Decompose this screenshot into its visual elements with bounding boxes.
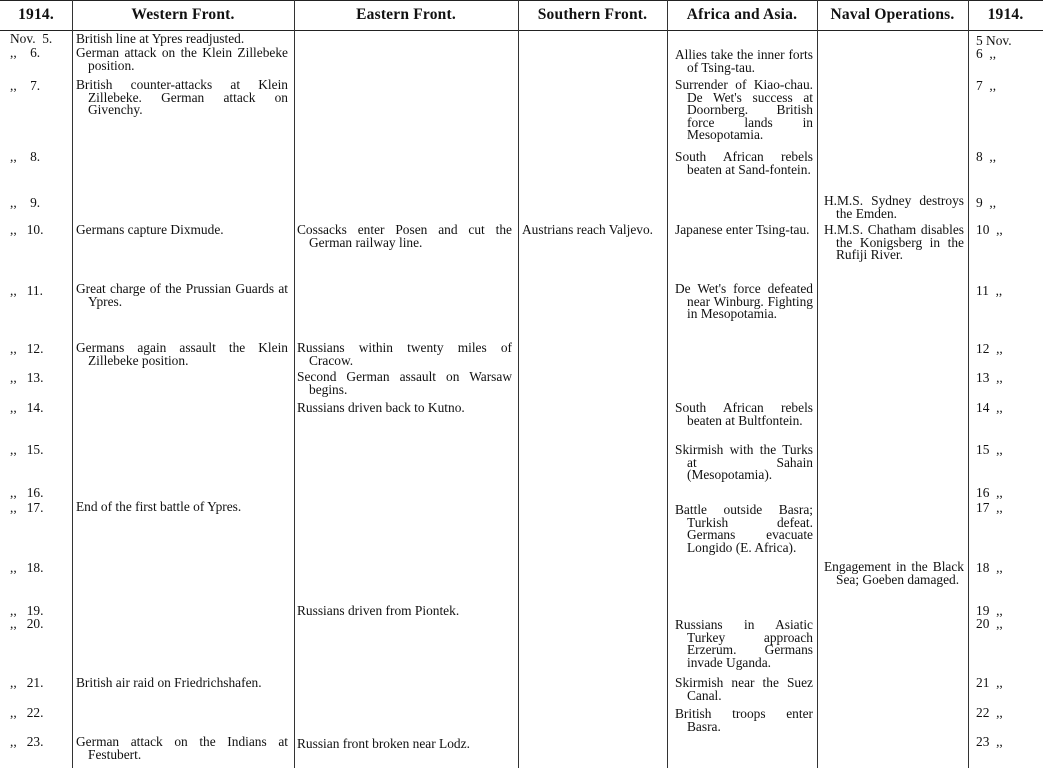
africa-asia-entry: Russians in Asiatic Turkey approach Erzerum. Germans invade Uganda.: [675, 617, 813, 670]
date-right: 10 ,,: [976, 222, 1003, 237]
column-divider: [968, 0, 969, 768]
date-right: 5 Nov.: [976, 33, 1012, 48]
western-entry: British counter-attacks at Klein Zillebeke. German attack on Givenchy.: [76, 77, 288, 118]
date-left: ,, 6.: [10, 45, 41, 60]
date-left: ,, 16.: [10, 485, 44, 500]
header-western-front: Western Front.: [72, 0, 294, 31]
date-right: 12 ,,: [976, 341, 1003, 356]
date-right: 17 ,,: [976, 500, 1003, 515]
eastern-entry: Russian front broken near Lodz.: [297, 736, 470, 751]
header-naval-operations: Naval Operations.: [817, 0, 968, 31]
date-right: 21 ,,: [976, 675, 1003, 690]
date-right: 23 ,,: [976, 734, 1003, 749]
africa-asia-entry: Skirmish near the Suez Canal.: [675, 675, 813, 703]
naval-entry: Engagement in the Black Sea; Goeben damaged.: [824, 559, 964, 587]
date-left: ,, 9.: [10, 195, 41, 210]
date-right: 19 ,,: [976, 603, 1003, 618]
date-left: ,, 11.: [10, 283, 43, 298]
eastern-entry: Russians within twenty miles of Cracow.: [297, 340, 512, 368]
western-entry: Germans capture Dixmude.: [76, 222, 224, 237]
naval-entry: H.M.S. Sydney destroys the Emden.: [824, 193, 964, 221]
africa-asia-entry: Battle outside Basra; Turkish defeat. Germans evacuate Longido (E. Africa).: [675, 502, 813, 555]
western-entry: Germans again assault the Klein Zillebeke position.: [76, 340, 288, 368]
date-left: ,, 19.: [10, 603, 44, 618]
date-right: 16 ,,: [976, 485, 1003, 500]
eastern-entry: Russians driven from Piontek.: [297, 603, 460, 618]
header-year-left: 1914.: [0, 0, 72, 31]
header-africa-asia: Africa and Asia.: [667, 0, 817, 31]
date-left: ,, 12.: [10, 341, 44, 356]
africa-asia-entry: Japanese enter Tsing-tau.: [675, 222, 810, 237]
header-southern-front: Southern Front.: [518, 0, 667, 31]
date-left: ,, 20.: [10, 616, 44, 631]
eastern-entry: Second German assault on Warsaw begins.: [297, 369, 512, 397]
column-divider: [518, 0, 519, 768]
column-divider: [294, 0, 295, 768]
date-left: ,, 15.: [10, 442, 44, 457]
eastern-entry: Cossacks enter Posen and cut the German railway line.: [297, 222, 512, 250]
africa-asia-entry: Allies take the inner forts of Tsing-tau.: [675, 47, 813, 75]
naval-entry: H.M.S. Chatham disables the Konigsberg in the Rufiji River.: [824, 222, 964, 263]
column-divider: [72, 0, 73, 768]
date-left: ,, 18.: [10, 560, 44, 575]
date-right: 20 ,,: [976, 616, 1003, 631]
date-left: ,, 13.: [10, 370, 44, 385]
header-eastern-front: Eastern Front.: [294, 0, 518, 31]
date-right: 8 ,,: [976, 149, 997, 164]
date-right: 7 ,,: [976, 78, 997, 93]
date-left: ,, 7.: [10, 78, 41, 93]
date-right: 13 ,,: [976, 370, 1003, 385]
date-left: ,, 21.: [10, 675, 44, 690]
date-right: 15 ,,: [976, 442, 1003, 457]
africa-asia-entry: Skirmish with the Turks at Sahain (Mesopotamia).: [675, 442, 813, 483]
date-left: ,, 10.: [10, 222, 44, 237]
date-left: ,, 8.: [10, 149, 41, 164]
date-left: ,, 17.: [10, 500, 44, 515]
date-right: 14 ,,: [976, 400, 1003, 415]
africa-asia-entry: South African rebels beaten at Bultfontein.: [675, 400, 813, 428]
date-left: ,, 22.: [10, 705, 44, 720]
header-year-right: 1914.: [968, 0, 1043, 31]
date-right: 22 ,,: [976, 705, 1003, 720]
date-right: 18 ,,: [976, 560, 1003, 575]
date-left: Nov. 5.: [10, 31, 53, 46]
western-entry: German attack on the Klein Zillebeke position.: [76, 45, 288, 73]
africa-asia-entry: South African rebels beaten at Sand-fontein.: [675, 149, 813, 177]
eastern-entry: Russians driven back to Kutno.: [297, 400, 465, 415]
column-divider: [817, 0, 818, 768]
date-left: ,, 14.: [10, 400, 44, 415]
date-right: 6 ,,: [976, 46, 997, 61]
column-divider: [667, 0, 668, 768]
western-entry: Great charge of the Prussian Guards at Ypres.: [76, 281, 288, 309]
date-right: 9 ,,: [976, 195, 997, 210]
date-left: ,, 23.: [10, 734, 44, 749]
africa-asia-entry: Surrender of Kiao-chau. De Wet's success at Doornberg. British force lands in Mesopotamia.: [675, 77, 813, 143]
western-entry: End of the first battle of Ypres.: [76, 499, 242, 514]
africa-asia-entry: British troops enter Basra.: [675, 706, 813, 734]
date-right: 11 ,,: [976, 283, 1003, 298]
western-entry: British air raid on Friedrichshafen.: [76, 675, 262, 690]
western-entry: British line at Ypres readjusted.: [76, 31, 245, 46]
africa-asia-entry: De Wet's force defeated near Winburg. Fighting in Mesopotamia.: [675, 281, 813, 322]
southern-entry: Austrians reach Valjevo.: [522, 222, 654, 237]
western-entry: German attack on the Indians at Festubert.: [76, 734, 288, 762]
